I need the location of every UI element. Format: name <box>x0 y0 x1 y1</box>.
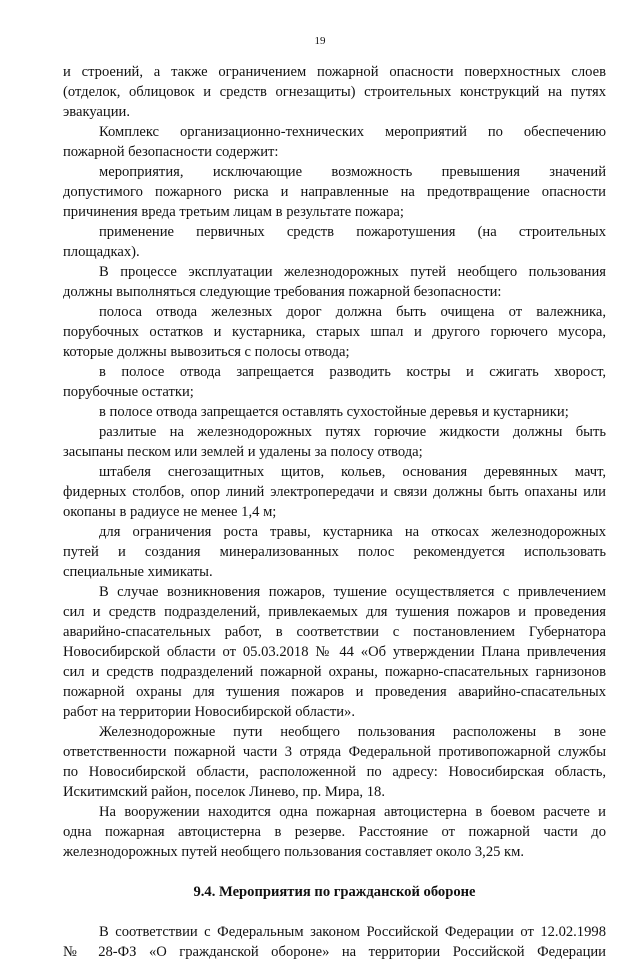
text-line: сил и средств подразделений пожарной охраны, пожарно-спасательных гарнизонов <box>63 664 606 680</box>
text-line: должны выполняться следующие требования пожарной безопасности: <box>63 284 502 300</box>
text-line: пожарной безопасности содержит: <box>63 144 279 160</box>
text-line: полоса отвода железных дорог должна быть очищена от валежника, <box>99 304 606 320</box>
text-line: № 28-ФЗ «О гражданской обороне» на территории Российской Федерации <box>63 944 606 960</box>
spacer <box>63 902 606 922</box>
text-line: разлитые на железнодорожных путях горючие жидкости должны быть <box>99 424 606 440</box>
text-line: (отделок, облицовок и средств огнезащиты) строительных конструкций на путях <box>63 84 606 100</box>
text-line: В случае возникновения пожаров, тушение осуществляется с привлечением <box>99 584 606 600</box>
text-line: железнодорожных путей необщего пользования составляет около 3,25 км. <box>63 844 525 860</box>
text-line: Железнодорожные пути необщего пользования расположены в зоне <box>99 724 606 740</box>
text-line: Новосибирской области от 05.03.2018 № 44 «Об утверждении Плана привлечения <box>63 644 606 660</box>
text-line: мероприятия, исключающие возможность превышения значений <box>99 164 606 180</box>
text-line: работ на территории Новосибирской области». <box>63 704 355 720</box>
page-number: 19 <box>314 35 326 47</box>
text-line: в полосе отвода запрещается разводить костры и сжигать хворост, <box>99 364 606 380</box>
text-line: В соответствии с Федеральным законом Российской Федерации от 12.02.1998 <box>99 924 606 940</box>
text-line: засыпаны песком или землей и удалены за полосу отвода; <box>63 444 423 460</box>
text-line: одна пожарная автоцистерна в резерве. Расстояние от пожарной части до <box>63 824 606 840</box>
text-line: сил и средств подразделений, привлекаемых для тушения пожаров и проведения <box>63 604 606 620</box>
text-line: На вооружении находится одна пожарная автоцистерна в боевом расчете и <box>99 804 606 820</box>
text-line: аварийно-спасательных работ, в соответствии с постановлением Губернатора <box>63 624 606 640</box>
text-line: причинения вреда третьим лицам в результате пожара; <box>63 204 404 220</box>
text-line: ответственности пожарной части 3 отряда Федеральной противопожарной службы <box>63 744 606 760</box>
text-line: эвакуации. <box>63 104 130 120</box>
text-line: и строений, а также ограничением пожарной опасности поверхностных слоев <box>63 64 606 80</box>
text-line: пожарной охраны для тушения пожаров и проведения аварийно-спасательных <box>63 684 606 700</box>
text-line: Комплекс организационно-технических мероприятий по обеспечению <box>99 124 606 140</box>
page-body <box>63 62 606 962</box>
text-line: В процессе эксплуатации железнодорожных путей необщего пользования <box>99 264 606 280</box>
spacer <box>63 862 606 882</box>
section-heading: 9.4. Мероприятия по гражданской обороне <box>193 884 476 900</box>
text-line: которые должны вывозиться с полосы отвода; <box>63 344 350 360</box>
text-line: в полосе отвода запрещается оставлять сухостойные деревья и кустарники; <box>99 404 569 420</box>
text-line: фидерных столбов, опор линий электропередачи и связи должны быть опаханы или <box>63 484 606 500</box>
text-line: порубочных остатков и кустарника, старых шпал и другого горючего мусора, <box>63 324 606 340</box>
text-line: применение первичных средств пожаротушения (на строительных <box>99 224 606 240</box>
text-line: путей и создания минерализованных полос рекомендуется использовать <box>63 544 606 560</box>
text-line: специальные химикаты. <box>63 564 213 580</box>
text-line: площадках). <box>63 244 140 260</box>
text-line: штабеля снегозащитных щитов, кольев, основания деревянных мачт, <box>99 464 606 480</box>
text-line: допустимого пожарного риска и направленные на предотвращение опасности <box>63 184 606 200</box>
text-line: для ограничения роста травы, кустарника на откосах железнодорожных <box>99 524 606 540</box>
text-line: порубочные остатки; <box>63 384 194 400</box>
text-line: по Новосибирской области, расположенной по адресу: Новосибирская область, <box>63 764 606 780</box>
text-line: Искитимский район, поселок Линево, пр. Мира, 18. <box>63 784 385 800</box>
text-line: окопаны в радиусе не менее 1,4 м; <box>63 504 277 520</box>
